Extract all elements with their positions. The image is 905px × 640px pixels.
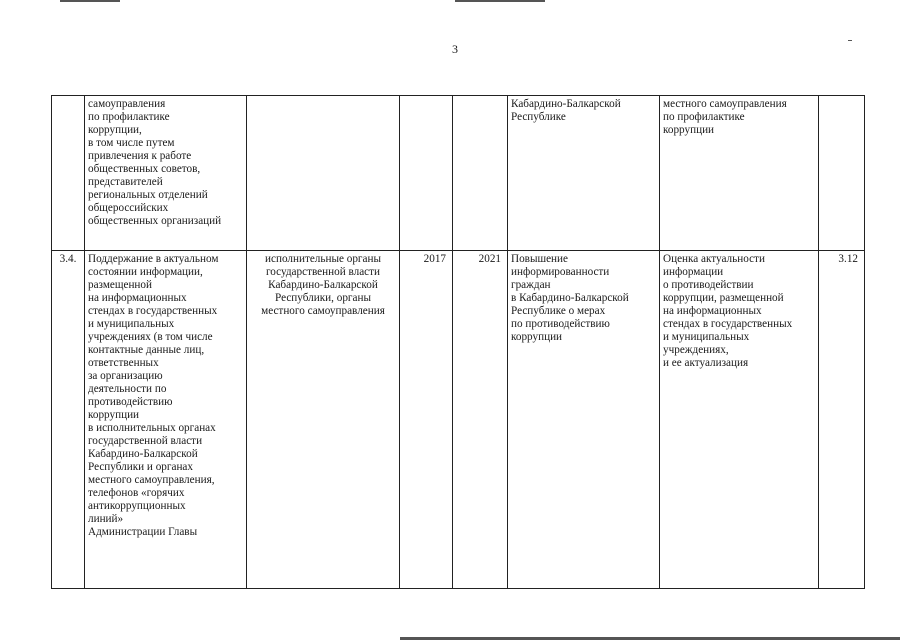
end-year-cell [453, 96, 508, 251]
reference-cell [819, 96, 865, 251]
measures-table [51, 95, 865, 589]
item-number-cell: 3.4. [52, 251, 85, 589]
start-year-cell [400, 96, 453, 251]
end-year-cell: 2021 [453, 251, 508, 589]
reference-cell: 3.12 [819, 251, 865, 589]
activity-cell: самоуправления по профилактике коррупции, в том числе путем привлечения к работе общественных советов, представителей региональных отделений общероссийских общественных организаций [85, 96, 247, 251]
indicator-cell: Оценка актуальности информации о противодействии коррупции, размещенной на информационных стендах в государственных и муниципальных учреждениях, и ее актуализация [660, 251, 819, 589]
executors-cell [247, 96, 400, 251]
table-row [52, 96, 865, 251]
scan-artifact-top-center [455, 0, 545, 2]
start-year-cell: 2017 [400, 251, 453, 589]
table-row [52, 251, 865, 589]
item-number-cell [52, 96, 85, 251]
expected-result-cell: Повышение информированности граждан в Кабардино-Балкарской Республике о мерах по противодействию коррупции [508, 251, 660, 589]
indicator-cell: местного самоуправления по профилактике коррупции [660, 96, 819, 251]
scan-artifact-top-right [848, 40, 852, 41]
scan-artifact-top-left [60, 0, 120, 2]
expected-result-cell: Кабардино-Балкарской Республике [508, 96, 660, 251]
page-number: 3 [452, 42, 458, 56]
activity-cell: Поддержание в актуальном состоянии информации, размещенной на информационных стендах в государственных и муниципальных учреждениях (в том числе контактные данные лиц, ответственных за организацию деятельности по противодействию коррупции в исполнительных органах государственной власти Кабардино-Балкарской Республики и органах местного самоуправления, телефонов «горячих антикоррупционных линий» Администрации Главы [85, 251, 247, 589]
executors-cell: исполнительные органы государственной власти Кабардино-Балкарской Республики, органы местного самоуправления [247, 251, 400, 589]
